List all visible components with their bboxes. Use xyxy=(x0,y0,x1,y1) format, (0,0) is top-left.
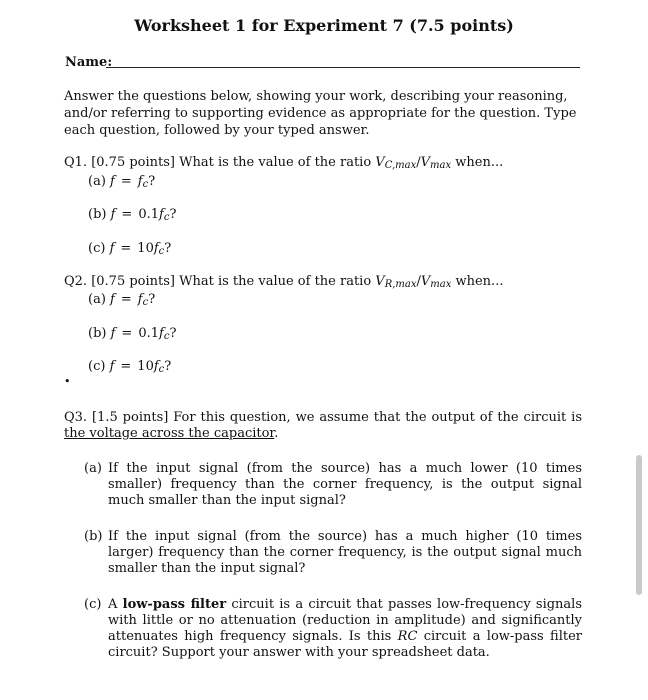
question-mark: ? xyxy=(164,359,172,374)
question-1-text: Q1. [0.75 points] What is the value of the ratio xyxy=(64,155,376,170)
part-text-middle: circuit is a circuit that passes low-frequency signals with little or no attenuation (reduction in amplitude) and significantly attenuates high frequency signals. Is this xyxy=(108,597,583,644)
question-3-part-a xyxy=(84,461,582,509)
part-text-lead: A xyxy=(108,597,123,612)
part-text: If the input signal (from the source) has a much lower (10 times smaller) frequency than the corner frequency, is the output signal much smaller than the input signal? xyxy=(108,461,582,508)
part-label: (b) xyxy=(88,326,107,341)
part-label: (c) xyxy=(88,359,106,374)
part-text-end: circuit a low-pass filter circuit? Support your answer with your spreadsheet data. xyxy=(108,629,582,660)
var-fc-sub: c xyxy=(142,297,149,308)
part-label: (a) xyxy=(88,174,106,189)
var-f: f xyxy=(109,359,115,374)
question-1-suffix: when... xyxy=(451,155,504,170)
question-mark: ? xyxy=(164,241,172,256)
part-label: (c) xyxy=(84,597,102,612)
var-f: f xyxy=(110,326,116,341)
underlined-phrase: the voltage across the capacitor xyxy=(64,426,275,441)
name-field-line xyxy=(106,67,580,68)
equals: = xyxy=(120,292,132,307)
part-label: (a) xyxy=(84,461,102,476)
question-mark: ? xyxy=(148,174,156,189)
ratio-denominator-sub: max xyxy=(430,160,452,171)
part-label: (b) xyxy=(84,529,103,544)
part-label: (c) xyxy=(88,241,106,256)
var-fc: f xyxy=(137,174,143,189)
part-text xyxy=(108,597,582,661)
var-fc-sub: c xyxy=(163,331,170,342)
instructions: Answer the questions below, showing your work, describing your reasoning, and/or referring to supporting evidence as appropriate for the question. Type each question, followed by your typed answer. xyxy=(64,89,577,138)
var-f: f xyxy=(109,241,115,256)
question-2-part-a xyxy=(88,292,155,311)
var-fc-sub: c xyxy=(158,364,165,375)
question-2 xyxy=(64,274,584,293)
question-3-text: Q3. [1.5 points] For this question, we assume that the output of the circuit is xyxy=(64,410,582,425)
var-fc: f xyxy=(137,292,143,307)
term-low-pass-filter: low-pass filter xyxy=(122,597,227,612)
vertical-scrollbar[interactable] xyxy=(636,455,642,595)
var-fc-sub: c xyxy=(158,246,165,257)
question-1 xyxy=(64,155,584,174)
equals: = xyxy=(120,359,132,374)
question-1-part-a xyxy=(88,174,155,193)
var-f: f xyxy=(110,207,116,222)
question-2-suffix: when... xyxy=(451,274,504,289)
part-label: (b) xyxy=(88,207,107,222)
coefficient: 0.1 xyxy=(138,326,160,341)
part-label: (a) xyxy=(88,292,106,307)
var-fc-sub: c xyxy=(163,212,170,223)
var-fc-sub: c xyxy=(142,179,149,190)
term-rc: RC xyxy=(397,629,418,644)
ratio-denominator-sub: max xyxy=(430,279,452,290)
question-3-part-c xyxy=(84,597,582,661)
question-mark: ? xyxy=(169,326,177,341)
question-1-part-b xyxy=(88,207,176,226)
var-fc: f xyxy=(153,241,159,256)
ratio-numerator: V xyxy=(375,274,385,289)
var-f: f xyxy=(110,174,115,189)
ratio-denominator: V xyxy=(420,155,431,170)
name-label: Name: xyxy=(65,55,113,70)
ratio-numerator-sub: R,max xyxy=(384,279,417,290)
coefficient: 10 xyxy=(137,359,154,374)
equals: = xyxy=(120,241,132,256)
question-2-part-b xyxy=(88,326,176,345)
question-1-part-c xyxy=(88,241,171,260)
ratio-denominator: V xyxy=(420,274,431,289)
question-mark: ? xyxy=(148,292,156,307)
ratio-numerator: V xyxy=(375,155,385,170)
var-fc: f xyxy=(159,207,164,222)
var-fc: f xyxy=(159,326,164,341)
var-f: f xyxy=(110,292,115,307)
ratio-slash: / xyxy=(416,155,421,170)
coefficient: 0.1 xyxy=(138,207,160,222)
ratio-slash: / xyxy=(416,274,421,289)
ratio-numerator-sub: C,max xyxy=(384,160,417,171)
question-mark: ? xyxy=(169,207,177,222)
question-3-part-b xyxy=(84,529,582,577)
bullet-mark: • xyxy=(64,375,71,388)
part-text: If the input signal (from the source) has a much higher (10 times larger) frequency than the corner frequency, is the output signal much smaller than the input signal? xyxy=(108,529,582,576)
equals: = xyxy=(121,207,133,222)
page-title: Worksheet 1 for Experiment 7 (7.5 points) xyxy=(134,16,514,35)
var-fc: f xyxy=(153,359,159,374)
question-2-part-c xyxy=(88,359,171,378)
question-3 xyxy=(64,410,582,442)
coefficient: 10 xyxy=(137,241,154,256)
equals: = xyxy=(120,174,132,189)
period: . xyxy=(274,426,279,441)
equals: = xyxy=(121,326,133,341)
question-2-text: Q2. [0.75 points] What is the value of the ratio xyxy=(64,274,376,289)
